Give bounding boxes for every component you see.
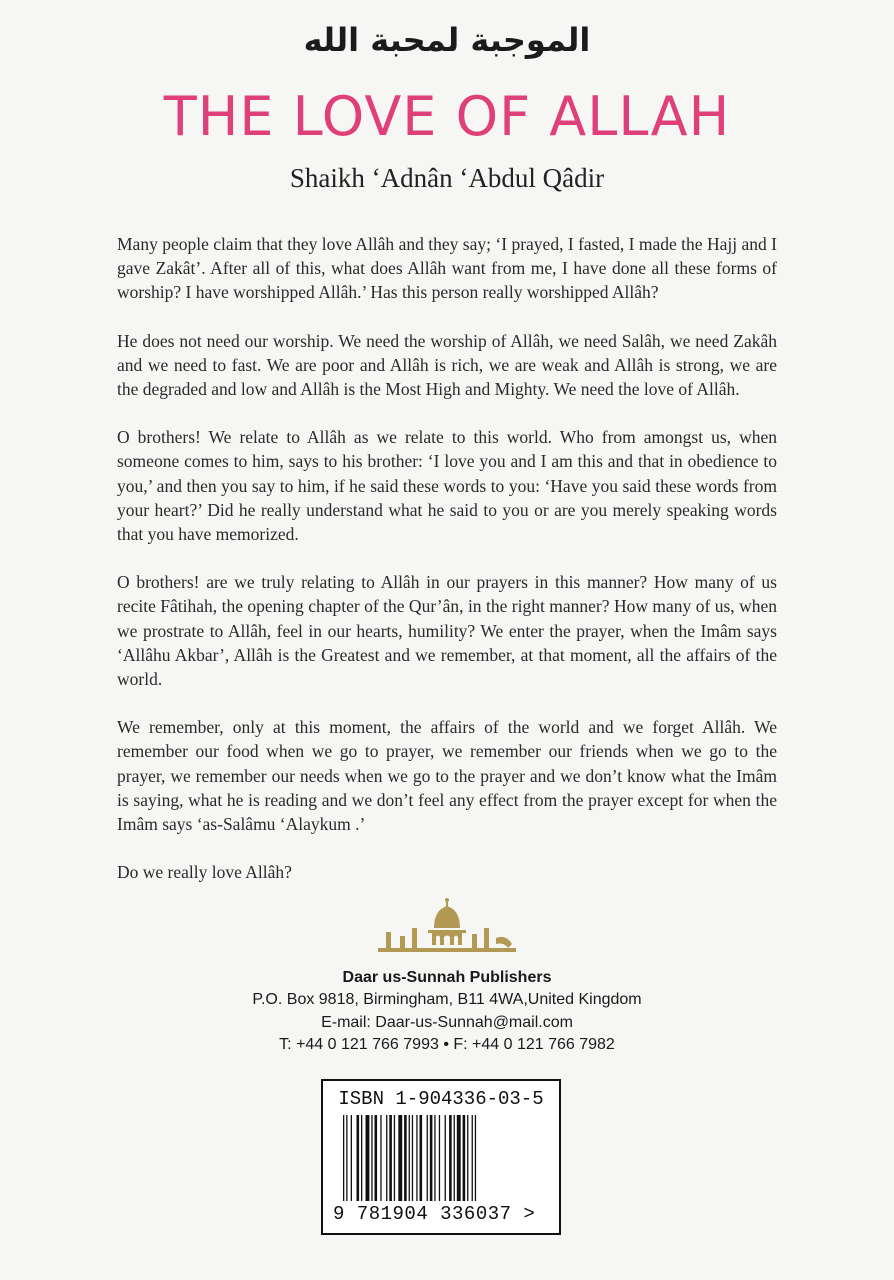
barcode-digits: 9 781904 336037 >	[333, 1203, 536, 1225]
barcode-box	[321, 1079, 561, 1235]
publisher-name: Daar us-Sunnah Publishers	[342, 969, 552, 986]
barcode-icon	[341, 1115, 541, 1205]
book-title: THE LOVE OF ALLAH	[163, 85, 731, 148]
paragraph: O brothers! We relate to Allâh as we relate to this world. Who from amongst us, when someone comes to him, says to his brother: ‘I love you and I am this and that in obedience to you,’ and then you say to him, if he said these words to you: ‘Have you said these words from your heart?’ Did he really understand what he said to you or are you merely speaking words that you have memorized.	[117, 427, 777, 545]
back-cover-text	[117, 232, 777, 908]
paragraph: He does not need our worship. We need the worship of Allâh, we need Salâh, we need Zakâh and we need to fast. We are poor and Allâh is rich, we are weak and Allâh is strong, we are the degraded and low and Allâh is the Most High and Mighty. We need the love of Allâh.	[117, 330, 777, 400]
arabic-title: الموجبة لمحبة الله	[303, 21, 591, 59]
publisher-logo	[372, 898, 522, 960]
publisher-info	[0, 967, 894, 1057]
publisher-phones: T: +44 0 121 766 7993 • F: +44 0 121 766 7982	[279, 1036, 615, 1053]
paragraph: We remember, only at this moment, the affairs of the world and we forget Allâh. We remember our food when we go to prayer, we remember our friends when we go to the prayer, we remember our needs when we go to the prayer and we don’t know what the Imâm is saying, what he is reading and we don’t feel any effect from the prayer except for when the Imâm says ‘as-Salâmu ‘Alaykum .’	[117, 717, 777, 835]
paragraph: Do we really love Allâh?	[117, 862, 292, 883]
isbn-label: ISBN 1-904336-03-5	[338, 1088, 544, 1110]
author-name: Shaikh ‘Adnân ‘Abdul Qâdir	[289, 163, 605, 193]
paragraph: Many people claim that they love Allâh and they say; ‘I prayed, I fasted, I made the Hajj and I gave Zakât’. After all of this, what does Allâh want from me, I have done all these forms of worship? I have worshipped Allâh.’ Has this person really worshipped Allâh?	[117, 234, 777, 303]
publisher-address: P.O. Box 9818, Birmingham, B11 4WA,United Kingdom	[252, 991, 642, 1008]
paragraph: O brothers! are we truly relating to Allâh in our prayers in this manner? How many of us recite Fâtihah, the opening chapter of the Qur’ân, in the right manner? How many of us, when we prostrate to Allâh, feel in our hearts, humility? We enter the prayer, when the Imâm says ‘Allâhu Akbar’, Allâh is the Greatest and we remember, at that moment, all the affairs of the world.	[117, 572, 777, 690]
publisher-email: E-mail: Daar-us-Sunnah@mail.com	[321, 1013, 573, 1031]
